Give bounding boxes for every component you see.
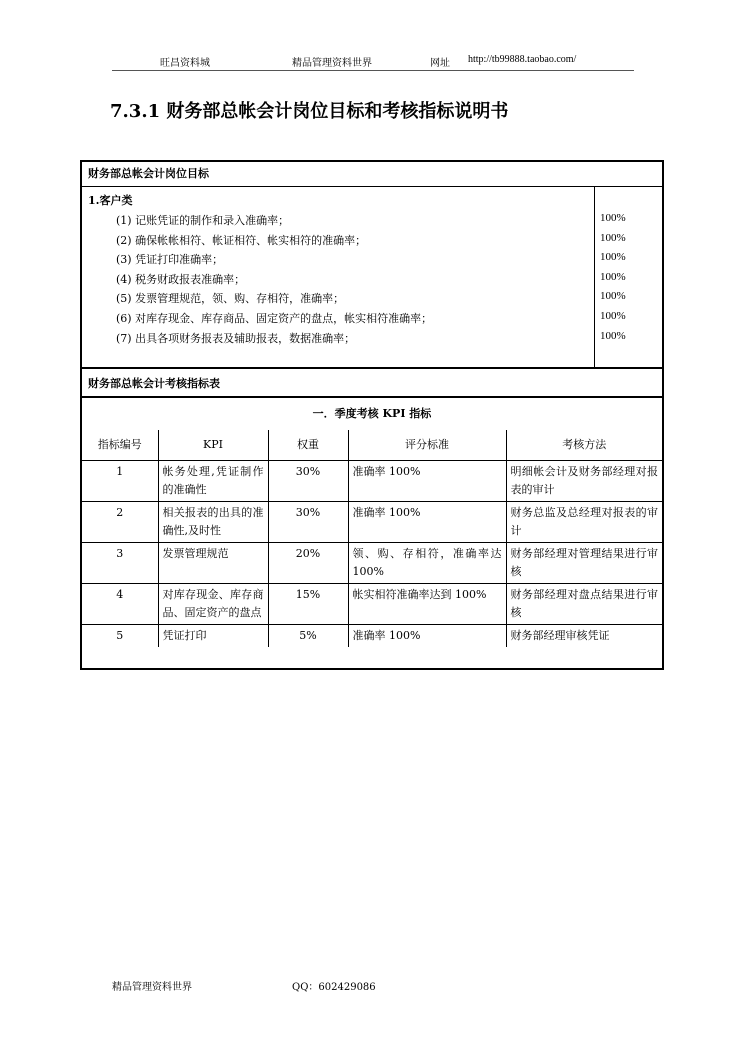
goals-and-kpi-frame: [80, 160, 664, 670]
table-row: [82, 461, 662, 502]
footer-qq: QQ：602429086: [292, 982, 376, 993]
kpi-standard: 领、购、存相符，准确率达 100%: [348, 543, 506, 584]
kpi-method: 明细帐会计及财务部经理对报表的审计: [506, 461, 662, 502]
goals-category: 1.客户类: [88, 194, 133, 207]
goal-item: (4) 税务财政报表准确率；: [116, 273, 246, 286]
header-shop-name: 旺昌资料城: [160, 58, 210, 69]
kpi-weight: 20%: [268, 543, 348, 584]
kpi-method: 财务部经理审核凭证: [506, 625, 662, 648]
table-row: [82, 584, 662, 625]
goal-value: 100%: [600, 212, 626, 224]
goal-value: 100%: [600, 251, 626, 263]
kpi-weight: 30%: [268, 502, 348, 543]
table-row: [82, 625, 662, 648]
kpi-weight: 30%: [268, 461, 348, 502]
goal-value: 100%: [600, 290, 626, 302]
kpi-name: 发票管理规范: [158, 543, 268, 584]
column-divider: [594, 186, 595, 368]
table-row: [82, 543, 662, 584]
kpi-no: 2: [82, 502, 158, 543]
goal-item: (6) 对库存现金、库存商品、固定资产的盘点，帐实相符准确率；: [116, 312, 433, 325]
kpi-weight: 5%: [268, 625, 348, 648]
kpi-table: [82, 430, 662, 647]
header-standard: 评分标准: [348, 430, 506, 461]
kpi-standard: 准确率 100%: [348, 461, 506, 502]
goal-item: (1) 记账凭证的制作和录入准确率；: [116, 214, 290, 227]
header-index: 指标编号: [82, 430, 158, 461]
divider: [82, 186, 662, 187]
header-url-label: 网址: [430, 58, 450, 69]
kpi-standard: 帐实相符准确率达到 100%: [348, 584, 506, 625]
kpi-method: 财务部经理对管理结果进行审核: [506, 543, 662, 584]
header-weight: 权重: [268, 430, 348, 461]
goal-value: 100%: [600, 232, 626, 244]
kpi-no: 4: [82, 584, 158, 625]
header-method: 考核方法: [506, 430, 662, 461]
goal-item: (3) 凭证打印准确率；: [116, 253, 224, 266]
footer-brand: 精品管理资料世界: [112, 982, 192, 993]
kpi-section-title: 财务部总帐会计考核指标表: [88, 377, 220, 390]
goal-value: 100%: [600, 271, 626, 283]
kpi-weight: 15%: [268, 584, 348, 625]
table-row: [82, 502, 662, 543]
divider: [82, 396, 662, 398]
kpi-name: 凭证打印: [158, 625, 268, 648]
kpi-name: 帐务处理,凭证制作的准确性: [158, 461, 268, 502]
header-brand: 精品管理资料世界: [292, 58, 372, 69]
goal-value: 100%: [600, 330, 626, 342]
kpi-method: 财务部经理对盘点结果进行审核: [506, 584, 662, 625]
kpi-standard: 准确率 100%: [348, 625, 506, 648]
document-title: 7.3.1 财务部总帐会计岗位目标和考核指标说明书: [110, 101, 509, 122]
kpi-standard: 准确率 100%: [348, 502, 506, 543]
kpi-name: 相关报表的出具的准确性,及时性: [158, 502, 268, 543]
kpi-name: 对库存现金、库存商品、固定资产的盘点: [158, 584, 268, 625]
kpi-header-row: [82, 430, 662, 461]
kpi-method: 财务总监及总经理对报表的审计: [506, 502, 662, 543]
page-header: [112, 52, 634, 71]
kpi-no: 5: [82, 625, 158, 648]
kpi-subtitle: 一．季度考核 KPI 指标: [312, 407, 432, 420]
goal-value: 100%: [600, 310, 626, 322]
goal-item: (7) 出具各项财务报表及辅助报表，数据准确率；: [116, 332, 356, 345]
goals-section-title: 财务部总帐会计岗位目标: [88, 167, 209, 180]
kpi-no: 1: [82, 461, 158, 502]
kpi-no: 3: [82, 543, 158, 584]
goal-item: (2) 确保帐帐相符、帐证相符、帐实相符的准确率；: [116, 234, 367, 247]
header-url-link[interactable]: http://tb99888.taobao.com/: [468, 54, 577, 65]
goal-item: (5) 发票管理规范，领、购、存相符，准确率；: [116, 292, 345, 305]
header-kpi: KPI: [158, 430, 268, 461]
divider: [82, 367, 662, 369]
